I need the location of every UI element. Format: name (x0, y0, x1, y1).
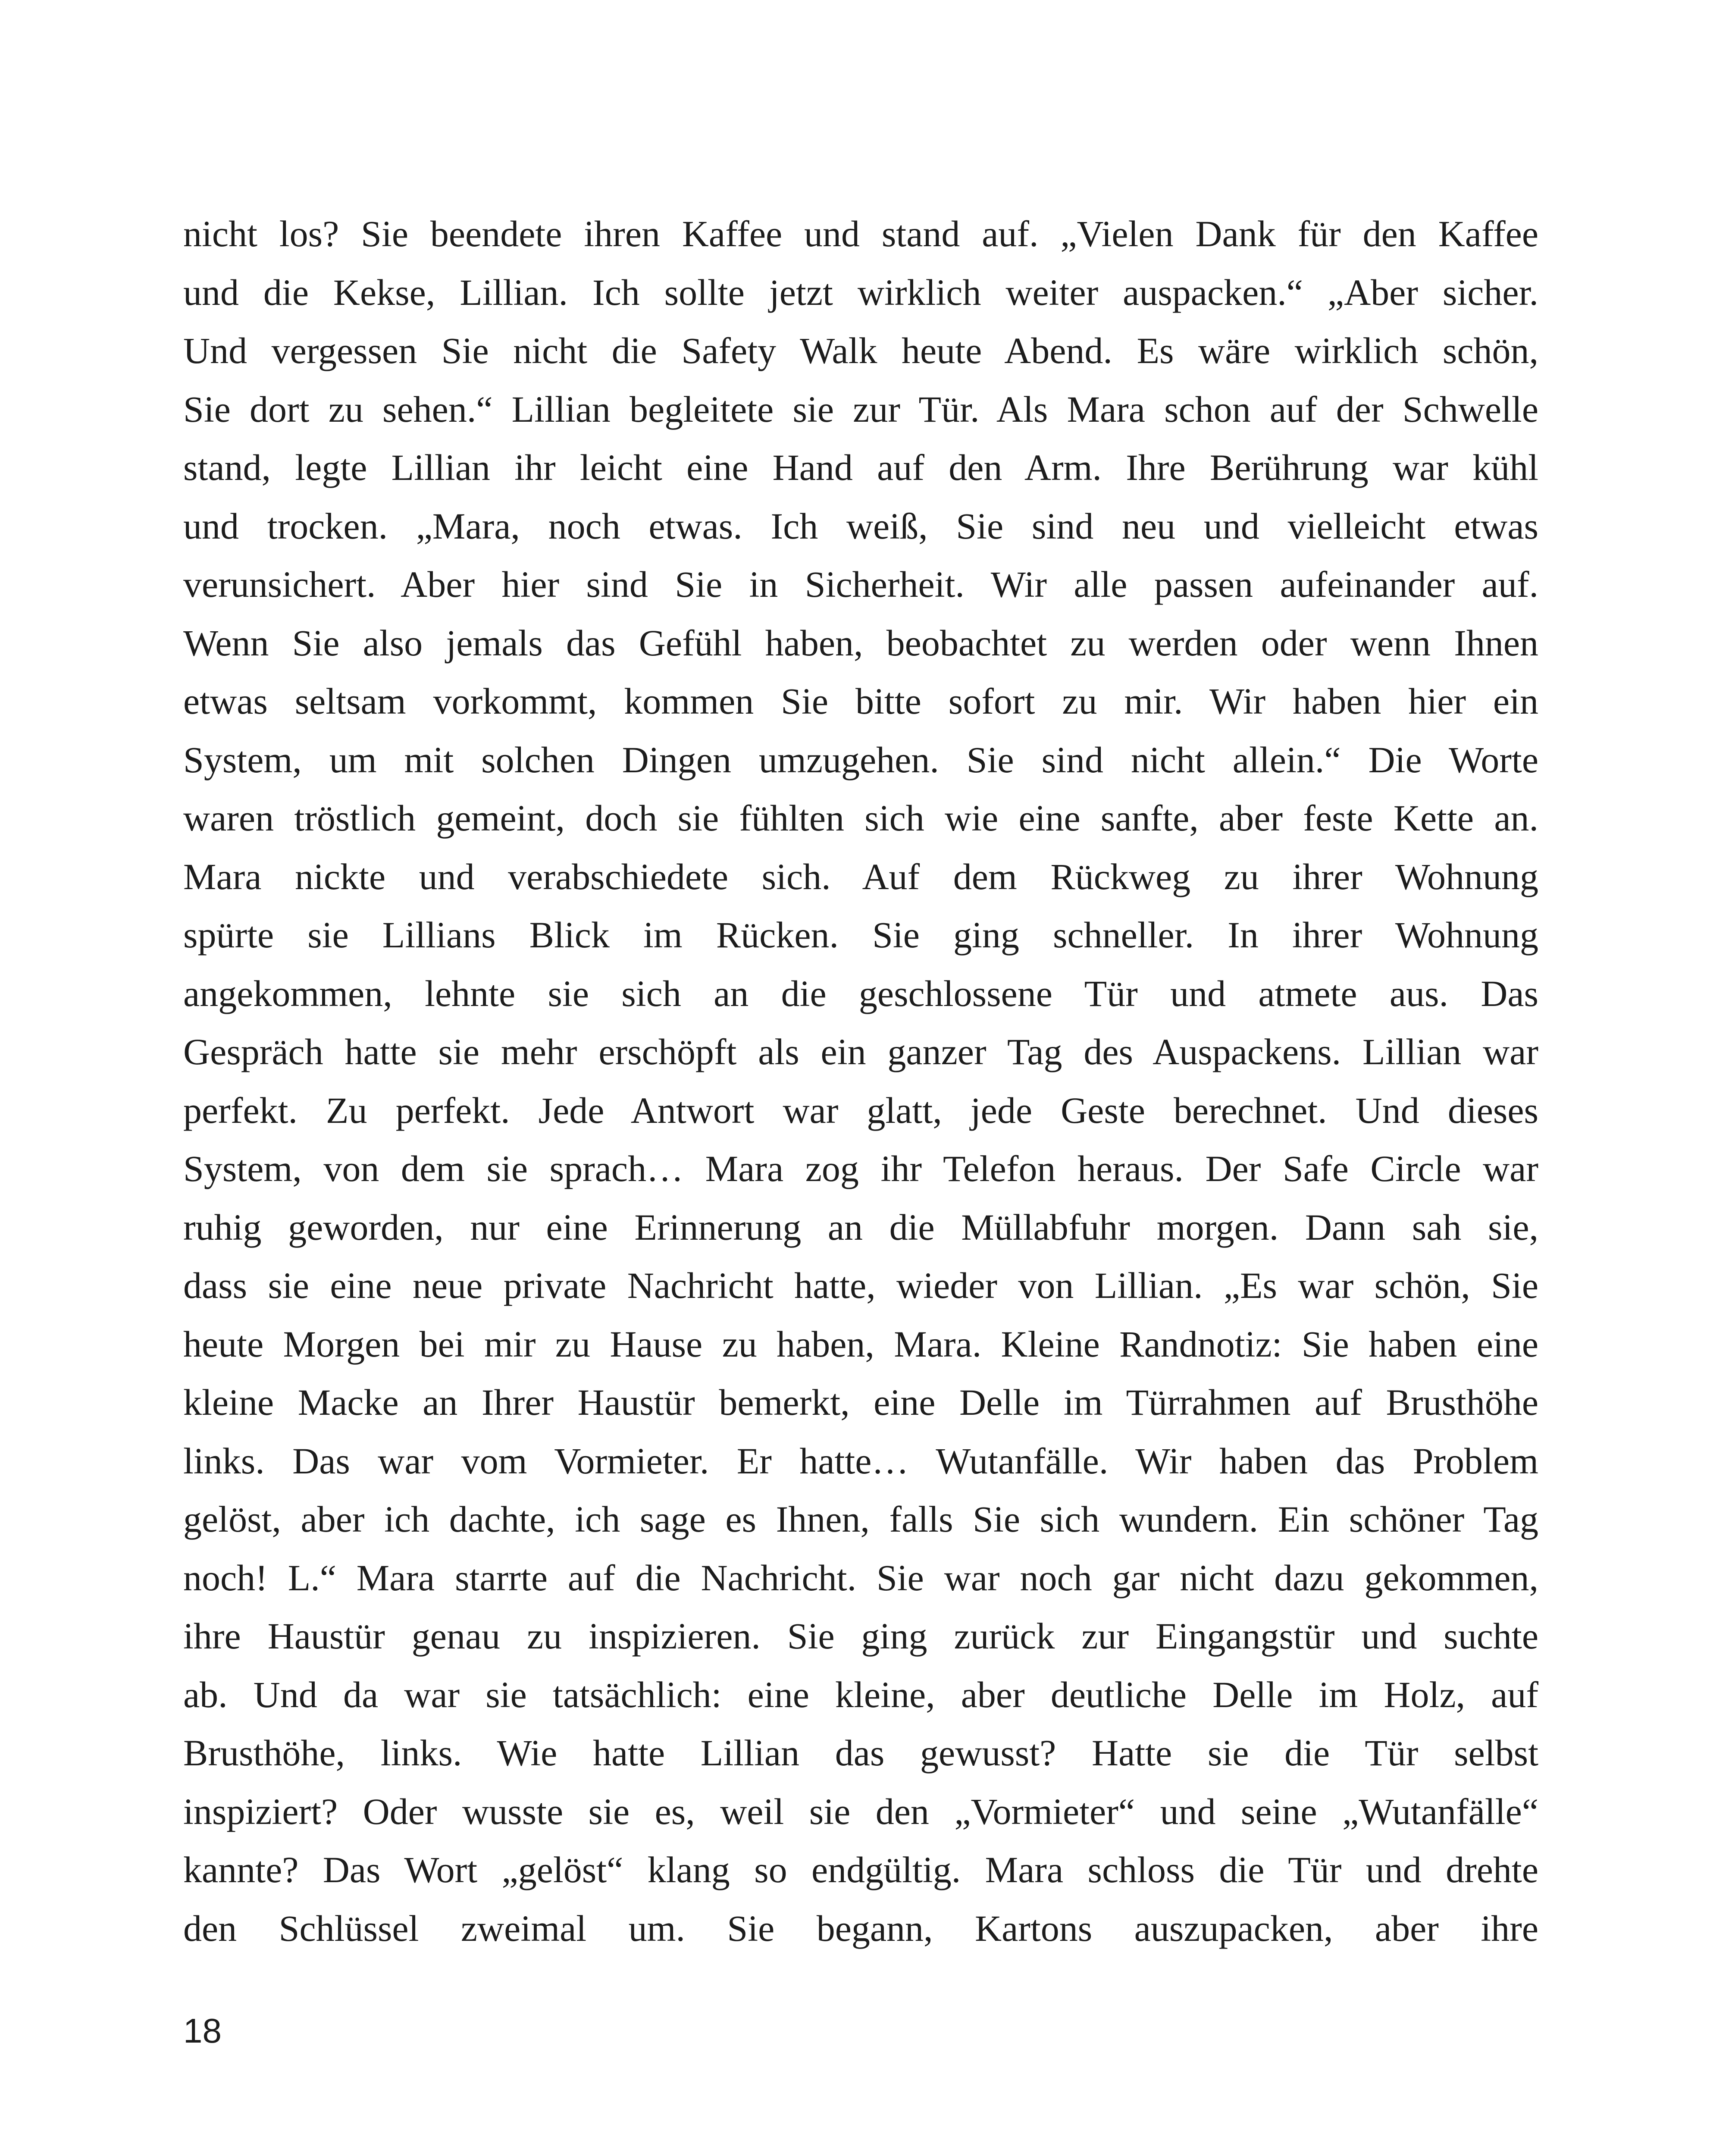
text-line: System, von dem sie sprach… Mara zog ihr Telefon heraus. Der Safe Circle war (183, 1148, 1538, 1189)
body-text (183, 205, 1538, 1958)
text-line: den Schlüssel zweimal um. Sie begann, Kartons auszupacken, aber ihre (183, 1907, 1538, 1949)
text-line: perfekt. Zu perfekt. Jede Antwort war glatt, jede Geste berechnet. Und dieses (183, 1089, 1538, 1131)
text-line: gelöst, aber ich dachte, ich sage es Ihnen, falls Sie sich wundern. Ein schöner Tag (183, 1498, 1538, 1540)
text-line: Wenn Sie also jemals das Gefühl haben, beobachtet zu werden oder wenn Ihnen (183, 622, 1538, 664)
text-line: und trocken. „Mara, noch etwas. Ich weiß, Sie sind neu und vielleicht etwas (183, 505, 1538, 547)
text-line: Brusthöhe, links. Wie hatte Lillian das gewusst? Hatte sie die Tür selbst (183, 1732, 1538, 1774)
text-line: Und vergessen Sie nicht die Safety Walk heute Abend. Es wäre wirklich schön, (183, 330, 1538, 371)
text-line: Gespräch hatte sie mehr erschöpft als ein ganzer Tag des Auspackens. Lillian war (183, 1031, 1538, 1072)
text-line: nicht los? Sie beendete ihren Kaffee und stand auf. „Vielen Dank für den Kaffee (183, 213, 1538, 254)
text-line: links. Das war vom Vormieter. Er hatte… Wutanfälle. Wir haben das Problem (183, 1440, 1538, 1482)
text-line: kleine Macke an Ihrer Haustür bemerkt, eine Delle im Türrahmen auf Brusthöhe (183, 1382, 1538, 1423)
text-line: noch! L.“ Mara starrte auf die Nachricht. Sie war noch gar nicht dazu gekommen, (183, 1557, 1538, 1598)
text-line: etwas seltsam vorkommt, kommen Sie bitte sofort zu mir. Wir haben hier ein (183, 680, 1538, 722)
text-line: Sie dort zu sehen.“ Lillian begleitete sie zur Tür. Als Mara schon auf der Schwelle (183, 388, 1538, 430)
text-line: ihre Haustür genau zu inspizieren. Sie ging zurück zur Eingangstür und suchte (183, 1615, 1538, 1657)
text-line: stand, legte Lillian ihr leicht eine Hand auf den Arm. Ihre Berührung war kühl (183, 447, 1538, 488)
text-line: ab. Und da war sie tatsächlich: eine kleine, aber deutliche Delle im Holz, auf (183, 1673, 1538, 1715)
text-line: spürte sie Lillians Blick im Rücken. Sie ging schneller. In ihrer Wohnung (183, 914, 1538, 956)
text-line: und die Kekse, Lillian. Ich sollte jetzt wirklich weiter auspacken.“ „Aber sicher. (183, 271, 1538, 313)
text-line: ruhig geworden, nur eine Erinnerung an die Müllabfuhr morgen. Dann sah sie, (183, 1206, 1538, 1248)
text-line: heute Morgen bei mir zu Hause zu haben, Mara. Kleine Randnotiz: Sie haben eine (183, 1323, 1538, 1365)
text-line: kannte? Das Wort „gelöst“ klang so endgültig. Mara schloss die Tür und drehte (183, 1849, 1538, 1890)
text-line: dass sie eine neue private Nachricht hatte, wieder von Lillian. „Es war schön, Sie (183, 1265, 1538, 1306)
text-line: Mara nickte und verabschiedete sich. Auf dem Rückweg zu ihrer Wohnung (183, 856, 1538, 897)
text-line: System, um mit solchen Dingen umzugehen. Sie sind nicht allein.“ Die Worte (183, 739, 1538, 780)
text-line: verunsichert. Aber hier sind Sie in Sicherheit. Wir alle passen aufeinander auf. (183, 564, 1538, 605)
text-line: angekommen, lehnte sie sich an die geschlossene Tür und atmete aus. Das (183, 972, 1538, 1014)
text-line: waren tröstlich gemeint, doch sie fühlten sich wie eine sanfte, aber feste Kette an. (183, 797, 1538, 839)
text-line: inspiziert? Oder wusste sie es, weil sie den „Vormieter“ und seine „Wutanfälle“ (183, 1790, 1538, 1832)
page-number: 18 (183, 2012, 222, 2050)
